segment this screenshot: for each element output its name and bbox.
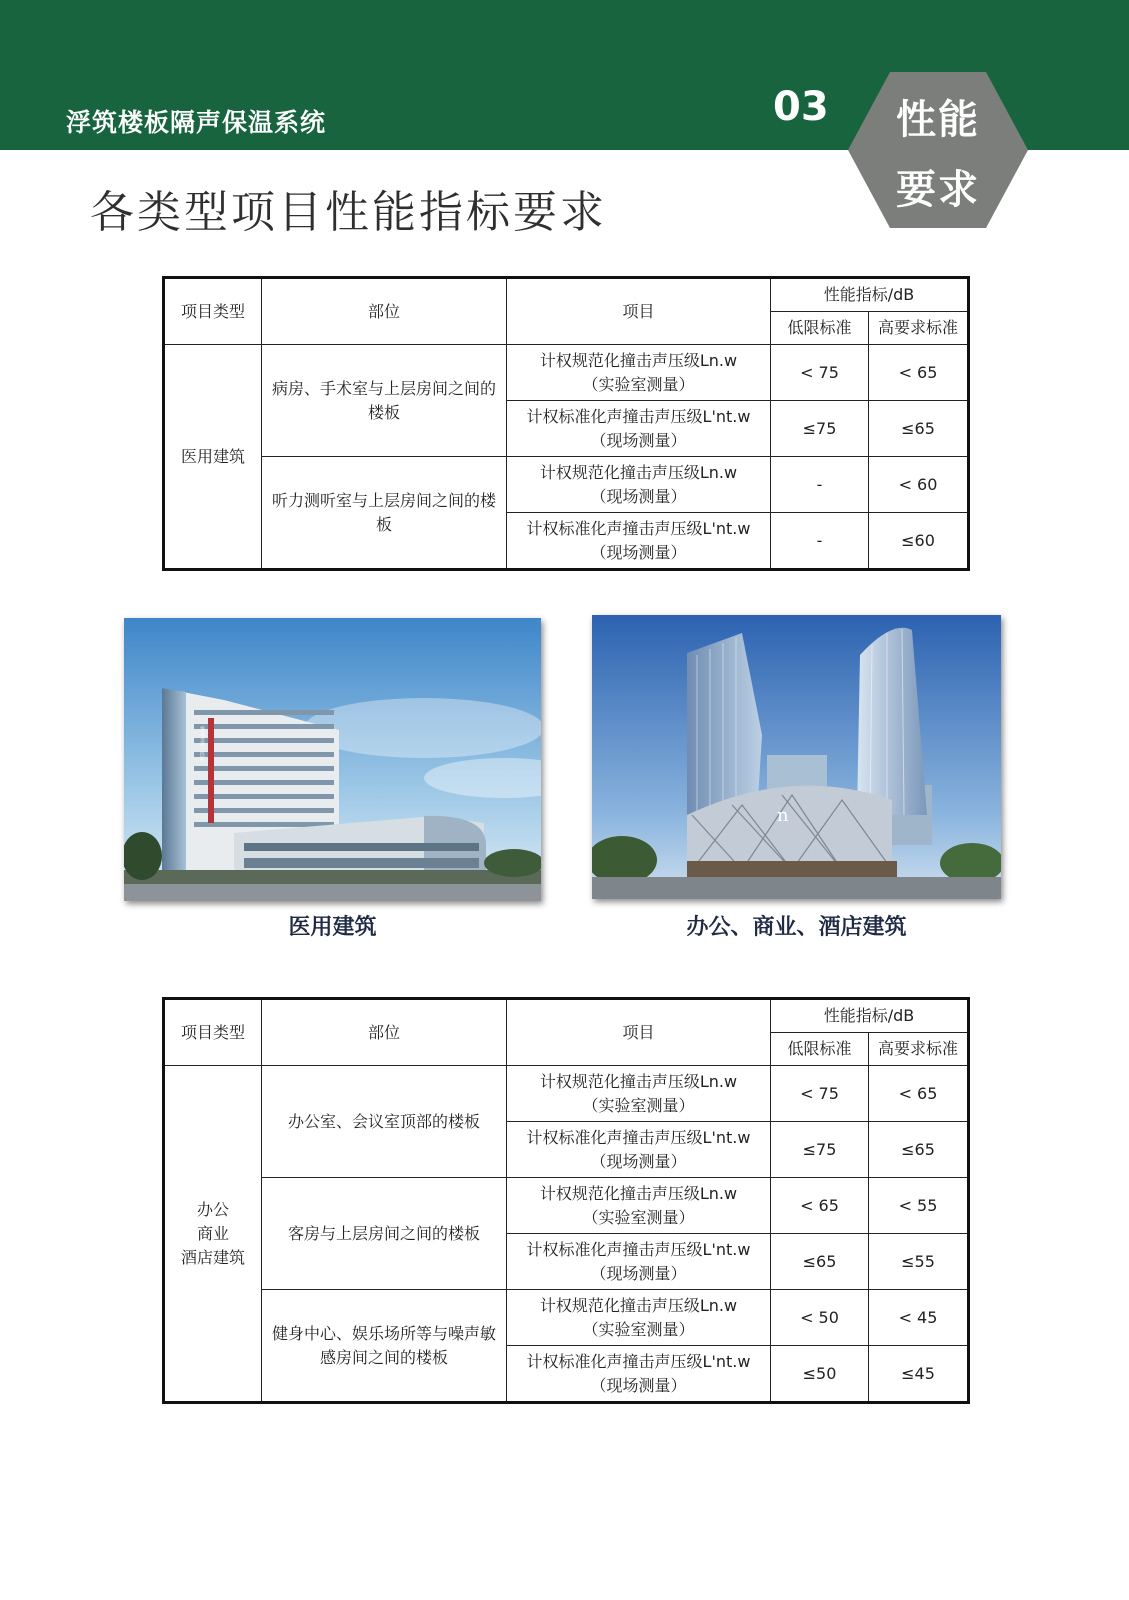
location-cell: 听力测听室与上层房间之间的楼板	[262, 457, 507, 570]
table-row	[164, 457, 969, 513]
item-method: （现场测量）	[590, 1375, 687, 1395]
item-cell	[507, 1178, 771, 1234]
section-title-line2: 要求	[896, 167, 980, 213]
item-name: 计权规范化撞击声压级Ln.w	[539, 462, 738, 482]
table-header-row	[164, 999, 969, 1033]
header-high-standard: 高要求标准	[869, 1033, 969, 1066]
category-line: 商业	[196, 1223, 229, 1243]
high-value: < 60	[869, 457, 969, 513]
item-cell	[507, 1346, 771, 1403]
item-method: （现场测量）	[590, 430, 687, 450]
high-value: < 65	[869, 345, 969, 401]
commercial-photo-caption: 办公、商业、酒店建筑	[686, 915, 907, 940]
item-name: 计权规范化撞击声压级Ln.w	[539, 1071, 738, 1091]
header-location: 部位	[262, 999, 507, 1066]
table-header-row	[164, 278, 969, 312]
high-value: ≤60	[869, 513, 969, 570]
min-value: < 75	[771, 1066, 869, 1122]
location-cell: 健身中心、娱乐场所等与噪声敏感房间之间的楼板	[262, 1290, 507, 1403]
item-cell	[507, 1234, 771, 1290]
hospital-sign: 淮安市第一医院	[199, 726, 205, 761]
item-method: （现场测量）	[590, 542, 687, 562]
item-name: 计权标准化声撞击声压级L'nt.w	[526, 1127, 751, 1147]
min-value: ≤75	[771, 401, 869, 457]
item-name: 计权标准化声撞击声压级L'nt.w	[526, 406, 751, 426]
header-min-standard: 低限标准	[771, 312, 869, 345]
min-value: -	[771, 513, 869, 570]
item-method: （实验室测量）	[582, 374, 695, 394]
header-item: 项目	[507, 278, 771, 345]
commercial-spec-table	[162, 997, 970, 1404]
item-name: 计权标准化声撞击声压级L'nt.w	[526, 518, 751, 538]
header-type: 项目类型	[164, 999, 262, 1066]
medical-photo-caption: 医用建筑	[288, 915, 377, 940]
high-value: < 65	[869, 1066, 969, 1122]
item-cell	[507, 1290, 771, 1346]
header-location: 部位	[262, 278, 507, 345]
header-min-standard: 低限标准	[771, 1033, 869, 1066]
item-method: （实验室测量）	[582, 1095, 695, 1115]
brand-title: 浮筑楼板隔声保温系统	[66, 108, 327, 137]
min-value: < 65	[771, 1178, 869, 1234]
item-method: （现场测量）	[590, 1151, 687, 1171]
item-name: 计权规范化撞击声压级Ln.w	[539, 350, 738, 370]
item-name: 计权规范化撞击声压级Ln.w	[539, 1183, 738, 1203]
location-cell: 客房与上层房间之间的楼板	[262, 1178, 507, 1290]
item-cell	[507, 401, 771, 457]
category-cell: 医用建筑	[164, 345, 262, 570]
table-row	[164, 1290, 969, 1346]
item-method: （现场测量）	[590, 486, 687, 506]
min-value: ≤50	[771, 1346, 869, 1403]
category-cell	[164, 1066, 262, 1403]
high-value: ≤65	[869, 401, 969, 457]
item-cell	[507, 457, 771, 513]
header-metric-group: 性能指标/dB	[771, 999, 969, 1033]
item-method: （实验室测量）	[582, 1319, 695, 1339]
header-high-standard: 高要求标准	[869, 312, 969, 345]
item-method: （现场测量）	[590, 1263, 687, 1283]
high-value: ≤65	[869, 1122, 969, 1178]
item-cell	[507, 345, 771, 401]
high-value: ≤45	[869, 1346, 969, 1403]
header-item: 项目	[507, 999, 771, 1066]
item-name: 计权标准化声撞击声压级L'nt.w	[526, 1239, 751, 1259]
header-metric-group: 性能指标/dB	[771, 278, 969, 312]
category-line: 酒店建筑	[180, 1247, 245, 1267]
min-value: ≤75	[771, 1122, 869, 1178]
high-value: ≤55	[869, 1234, 969, 1290]
item-name: 计权标准化声撞击声压级L'nt.w	[526, 1351, 751, 1371]
commercial-building-photo	[592, 615, 1001, 899]
item-cell	[507, 513, 771, 570]
item-cell	[507, 1066, 771, 1122]
table-row	[164, 1178, 969, 1234]
item-cell	[507, 1122, 771, 1178]
location-cell: 病房、手术室与上层房间之间的楼板	[262, 345, 507, 457]
item-method: （实验室测量）	[582, 1207, 695, 1227]
table-row	[164, 1066, 969, 1122]
location-cell: 办公室、会议室顶部的楼板	[262, 1066, 507, 1178]
high-value: < 55	[869, 1178, 969, 1234]
category-line: 办公	[196, 1199, 229, 1219]
min-value: < 50	[771, 1290, 869, 1346]
page-title: 各类型项目性能指标要求	[90, 187, 607, 238]
medical-building-photo	[124, 618, 541, 901]
min-value: ≤65	[771, 1234, 869, 1290]
high-value: < 45	[869, 1290, 969, 1346]
table-row	[164, 345, 969, 401]
mall-logo: n	[777, 805, 789, 826]
section-title-line1: 性能	[896, 97, 980, 143]
medical-spec-table	[162, 276, 970, 571]
section-number: 03	[773, 84, 829, 130]
header-type: 项目类型	[164, 278, 262, 345]
item-name: 计权规范化撞击声压级Ln.w	[539, 1295, 738, 1315]
min-value: -	[771, 457, 869, 513]
min-value: < 75	[771, 345, 869, 401]
